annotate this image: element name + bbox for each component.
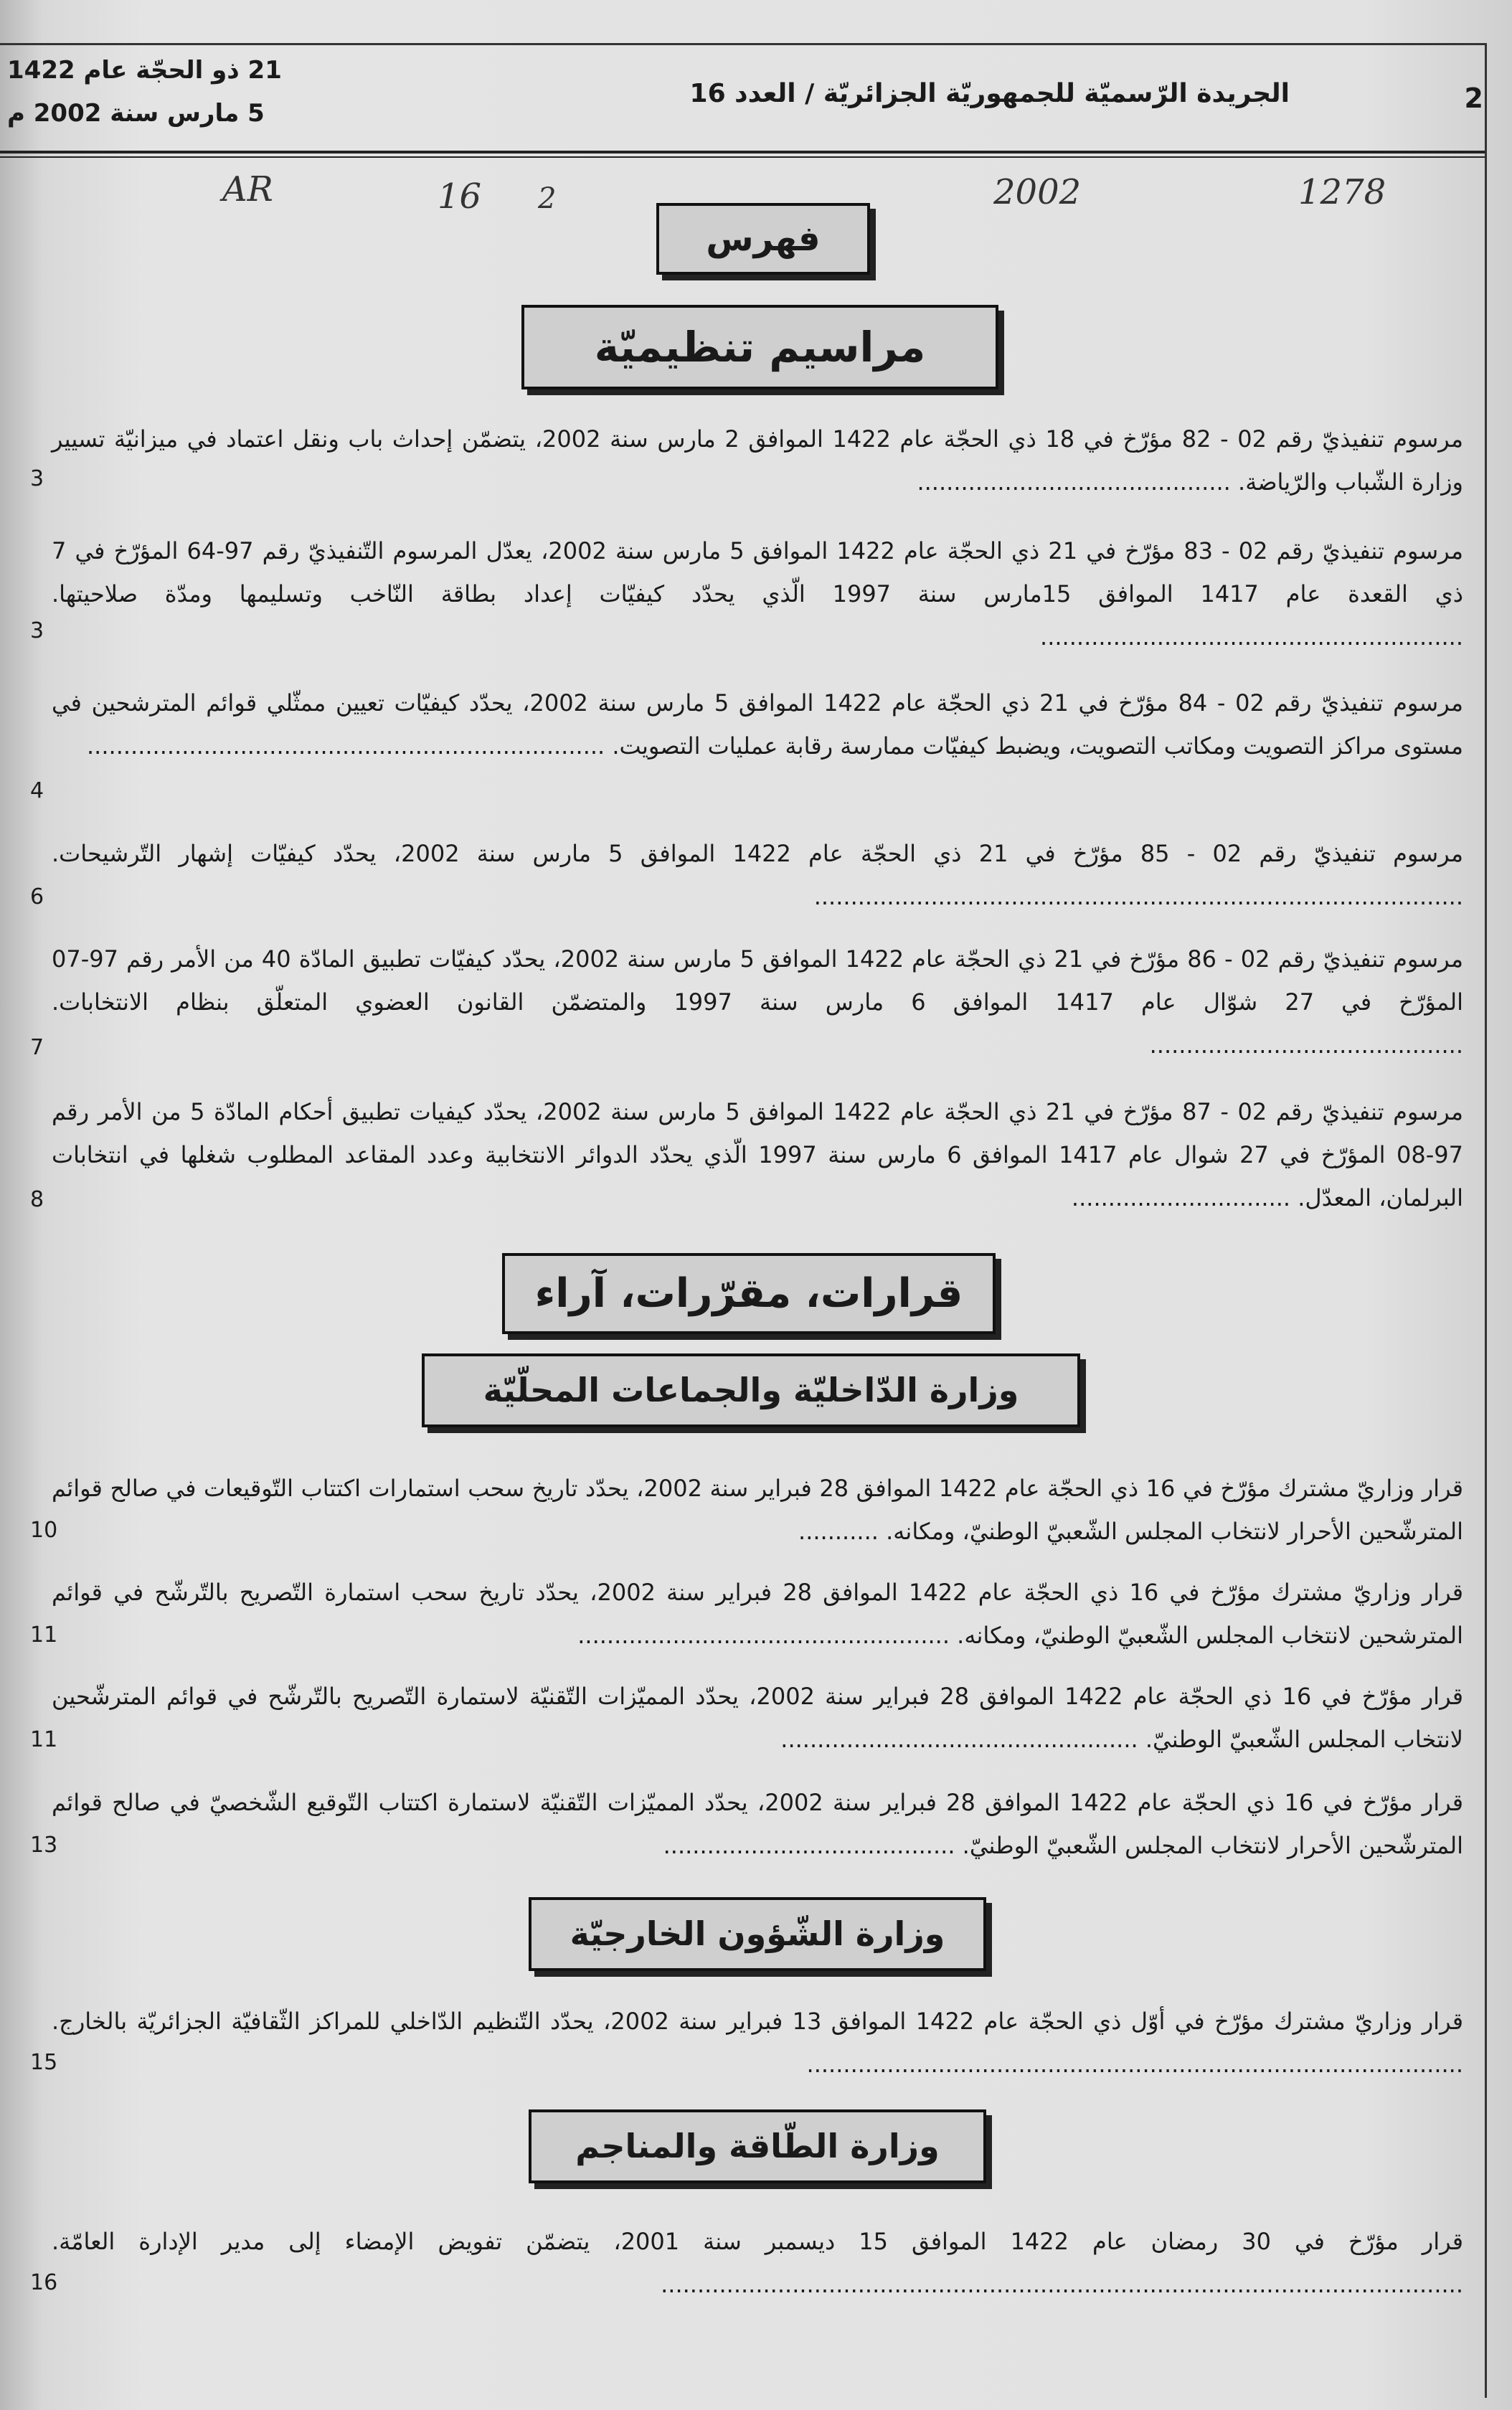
header-rule bbox=[0, 151, 1485, 153]
toc-entry-text: قرار مؤرّخ في 16 ذي الحجّة عام 1422 الموافق 28 فبراير سنة 2002، يحدّد المميّزات التّقنيّة لاستمارة التّصريح بالتّرشّح في قوائم المترشّحين لانتخاب المجلس الشّعبيّ الوطنيّ. bbox=[52, 1683, 1464, 1753]
toc-entry[interactable] bbox=[52, 2220, 1463, 2306]
leader-dots: ................................................. bbox=[780, 1726, 1138, 1753]
toc-entry[interactable] bbox=[52, 1675, 1463, 1761]
toc-entry[interactable] bbox=[52, 937, 1463, 1067]
leader-dots: ........................................... bbox=[1149, 1031, 1463, 1059]
leader-dots: .......................................................... bbox=[1040, 623, 1463, 651]
toc-page-number: 11 bbox=[30, 1622, 58, 1648]
toc-entry[interactable] bbox=[52, 529, 1463, 658]
leader-dots: ......................................................................................... bbox=[813, 883, 1463, 910]
toc-page-number: 15 bbox=[30, 2050, 58, 2075]
ministry-heading-energy: وزارة الطّاقة والمناجم bbox=[529, 2109, 986, 2183]
leader-dots: ....................................................................... bbox=[87, 732, 605, 760]
toc-page-number: 7 bbox=[30, 1035, 44, 1060]
leader-dots: ........................................ bbox=[663, 1832, 955, 1859]
toc-entry-text: قرار مؤرّخ في 16 ذي الحجّة عام 1422 الموافق 28 فبراير سنة 2002، يحدّد المميّزات التّقنيّة لاستمارة اكتتاب التّوقيع الشّخصيّ في صالح قوائم المترشّحين الأحرار لانتخاب المجلس الشّعبيّ الوطنيّ. bbox=[52, 1789, 1464, 1859]
section-heading-decisions: قرارات، مقرّرات، آراء bbox=[502, 1253, 996, 1334]
toc-entry-text: قرار وزاريّ مشترك مؤرّخ في 16 ذي الحجّة عام 1422 الموافق 28 فبراير سنة 2002، يحدّد تاريخ سحب استمارات اكتتاب التّوقيعات في صالح قوائم المترشّحين الأحرار لانتخاب المجلس الشّعبيّ الوطنيّ، ومكانه. bbox=[52, 1475, 1464, 1545]
toc-page-number: 16 bbox=[30, 2270, 58, 2295]
toc-page-number: 10 bbox=[30, 1518, 58, 1543]
toc-entry-text: مرسوم تنفيذيّ رقم 02 - 84 مؤرّخ في 21 ذي الحجّة عام 1422 الموافق 5 مارس سنة 2002، يحدّد كيفيّات تعيين ممثّلي قوائم المترشحين في مستوى مراكز التصويت ومكاتب التصويت، ويضبط كيفيّات ممارسة رقابة عمليات التصويت. bbox=[52, 689, 1464, 760]
toc-entry[interactable] bbox=[52, 1090, 1463, 1219]
toc-page-number: 3 bbox=[30, 618, 44, 643]
toc-entry-text: مرسوم تنفيذيّ رقم 02 - 85 مؤرّخ في 21 ذي الحجّة عام 1422 الموافق 5 مارس سنة 2002، يحدّد كيفيّات إشهار التّرشيحات. bbox=[52, 840, 1464, 867]
leader-dots: ........... bbox=[798, 1518, 879, 1545]
gazette-title: الجريدة الرّسميّة للجمهوريّة الجزائريّة / العدد 16 bbox=[689, 79, 1290, 108]
toc-entry[interactable] bbox=[52, 2000, 1463, 2086]
toc-entry-text: قرار وزاريّ مشترك مؤرّخ في أوّل ذي الحجّة عام 1422 الموافق 13 فبراير سنة 2002، يحدّد التّنظيم الدّاخلي للمراكز الثّقافيّة الجزائريّة بالخارج. bbox=[52, 2008, 1464, 2035]
toc-entry-text: مرسوم تنفيذيّ رقم 02 - 87 مؤرّخ في 21 ذي الحجّة عام 1422 الموافق 5 مارس سنة 2002، يحدّد كيفيات تطبيق أحكام المادّة 5 من الأمر رقم 97-08 المؤرّخ في 27 شوال عام 1417 الموافق 6 مارس سنة 1997 الّذي يحدّد الدوائر الانتخابية وعدد المقاعد المطلوب شغلها في انتخابات البرلمان، المعدّل. bbox=[52, 1098, 1464, 1211]
toc-page-number: 11 bbox=[30, 1727, 58, 1752]
toc-page-number: 8 bbox=[30, 1187, 44, 1212]
gregorian-date: 5 مارس سنة 2002 م bbox=[7, 99, 265, 128]
handwritten-note: 16 bbox=[438, 176, 482, 217]
leader-dots: .............................. bbox=[1071, 1184, 1291, 1211]
toc-entry[interactable] bbox=[52, 1571, 1463, 1657]
toc-page-number: 13 bbox=[30, 1833, 58, 1858]
leader-dots: .......................................................................................... bbox=[806, 2051, 1463, 2078]
toc-page-number: 4 bbox=[30, 778, 44, 803]
leader-dots: ........................................... bbox=[917, 468, 1231, 496]
toc-entry[interactable] bbox=[52, 832, 1463, 918]
toc-entry-text: قرار مؤرّخ في 30 رمضان عام 1422 الموافق 15 ديسمبر سنة 2001، يتضمّن تفويض الإمضاء إلى مدير الإدارة العامّة. bbox=[52, 2228, 1464, 2255]
page-number: 2 bbox=[1464, 82, 1483, 114]
toc-entry[interactable] bbox=[52, 417, 1463, 504]
header-rule-thin bbox=[0, 156, 1485, 158]
toc-entry[interactable] bbox=[52, 1781, 1463, 1867]
handwritten-note: 2 bbox=[538, 182, 557, 215]
toc-entry[interactable] bbox=[52, 681, 1463, 767]
toc-page-number: 3 bbox=[30, 466, 44, 491]
handwritten-note: 2002 bbox=[993, 172, 1082, 212]
handwritten-note: 1278 bbox=[1298, 172, 1386, 212]
leader-dots: .............................................................................................................. bbox=[661, 2271, 1463, 2298]
ministry-heading-foreign: وزارة الشّؤون الخارجيّة bbox=[529, 1897, 986, 1971]
toc-entry-text: مرسوم تنفيذيّ رقم 02 - 82 مؤرّخ في 18 ذي الحجّة عام 1422 الموافق 2 مارس سنة 2002، يتضمّن إحداث باب ونقل اعتماد في ميزانيّة تسيير وزارة الشّباب والرّياضة. bbox=[52, 425, 1464, 496]
toc-page-number: 6 bbox=[30, 884, 44, 909]
hijri-date: 21 ذو الحجّة عام 1422 bbox=[7, 56, 282, 85]
ministry-heading-interior: وزارة الدّاخليّة والجماعات المحلّيّة bbox=[422, 1353, 1080, 1427]
leader-dots: ................................................... bbox=[577, 1622, 950, 1649]
toc-entry-text: مرسوم تنفيذيّ رقم 02 - 86 مؤرّخ في 21 ذي الحجّة عام 1422 الموافق 5 مارس سنة 2002، يحدّد كيفيّات تطبيق المادّة 40 من الأمر رقم 97-07 المؤرّخ في 27 شوّال عام 1417 الموافق 6 مارس سنة 1997 والمتضمّن القانون العضوي المتعلّق بنظام الانتخابات. bbox=[52, 945, 1464, 1016]
index-title: فهرس bbox=[656, 203, 870, 275]
toc-entry-text: مرسوم تنفيذيّ رقم 02 - 83 مؤرّخ في 21 ذي الحجّة عام 1422 الموافق 5 مارس سنة 2002، يعدّل المرسوم التّنفيذيّ رقم 97-64 المؤرّخ في 7 ذي القعدة عام 1417 الموافق 15مارس سنة 1997 الّذي يحدّد كيفيّات إعداد بطاقة النّاخب وتسليمها ومدّة صلاحيتها. bbox=[52, 537, 1464, 608]
section-heading-decrees: مراسيم تنظيميّة bbox=[521, 305, 998, 389]
handwritten-note: AR bbox=[222, 169, 273, 209]
toc-entry-text: قرار وزاريّ مشترك مؤرّخ في 16 ذي الحجّة عام 1422 الموافق 28 فبراير سنة 2002، يحدّد تاريخ سحب استمارة التّصريح بالتّرشّح في قوائم المترشحين لانتخاب المجلس الشّعبيّ الوطنيّ، ومكانه. bbox=[52, 1579, 1464, 1649]
toc-entry[interactable] bbox=[52, 1467, 1463, 1553]
